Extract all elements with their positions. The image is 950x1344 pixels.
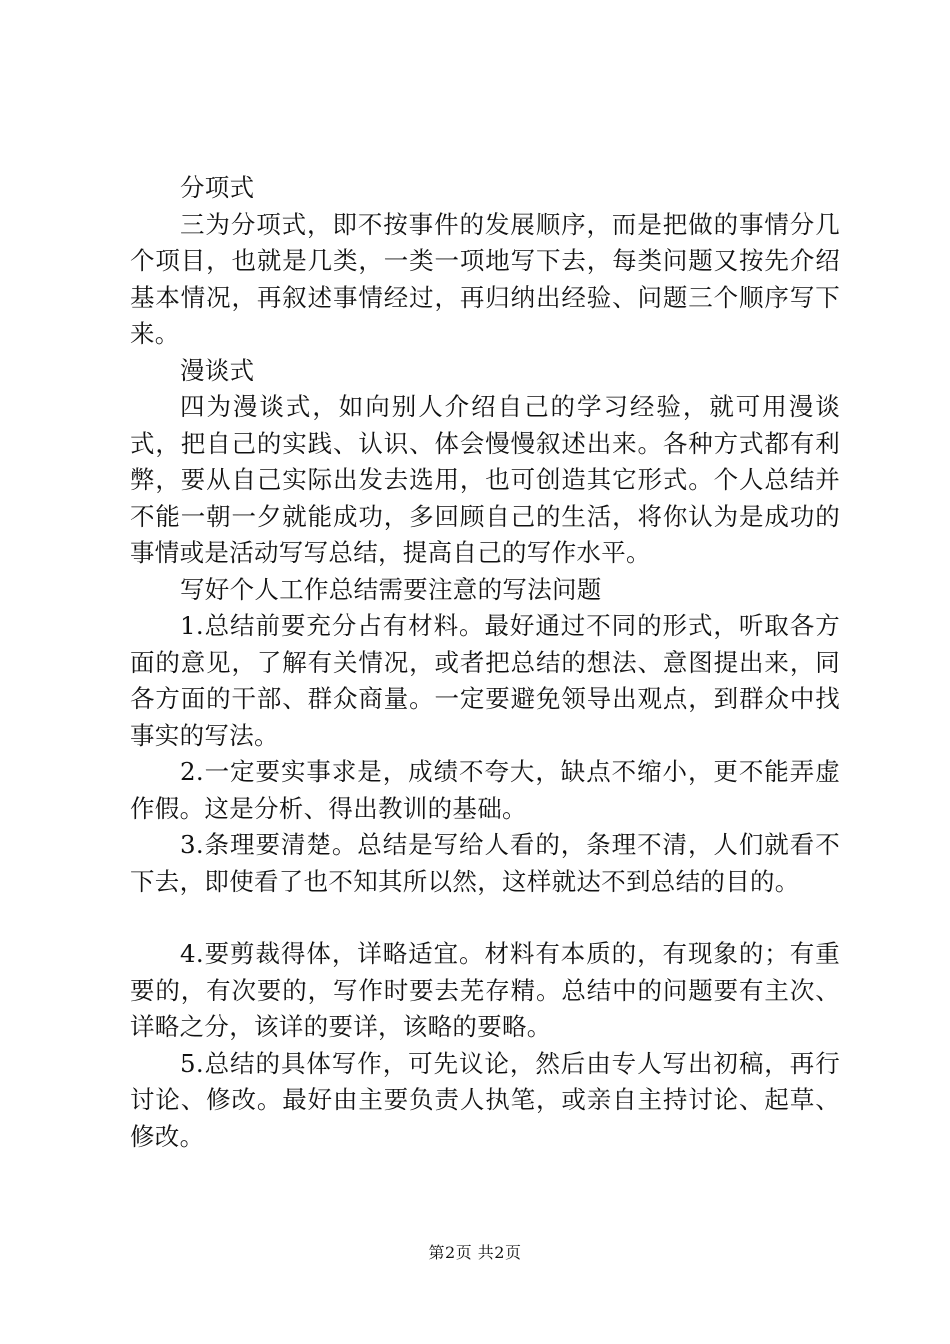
paragraph-note-2: 2.一定要实事求是，成绩不夸大，缺点不缩小，更不能弄虚作假。这是分析、得出教训的基础。 (130, 757, 840, 823)
paragraph-note-5: 5.总结的具体写作，可先议论，然后由专人写出初稿，再行讨论、修改。最好由主要负责人执笔，或亲自主持讨论、起草、修改。 (130, 1048, 840, 1151)
heading-itemized-style: 分项式 (180, 173, 255, 202)
blank-line (130, 900, 840, 936)
document-body (130, 170, 840, 1155)
paragraph-informal-style: 四为漫谈式，如向别人介绍自己的学习经验，就可用漫谈式，把自己的实践、认识、体会慢慢叙述出来。各种方式都有利弊，要从自己实际出发去选用，也可创造其它形式。个人总结并不能一朝一夕就能成功，多回顾自己的生活，将你认为是成功的事情或是活动写写总结，提高自己的写作水平。 (130, 392, 840, 567)
paragraph-note-4: 4.要剪裁得体，详略适宜。材料有本质的，有现象的；有重要的，有次要的，写作时要去芜存精。总结中的问题要有主次、详略之分，该详的要详，该略的要略。 (130, 939, 840, 1041)
paragraph-itemized-style: 三为分项式，即不按事件的发展顺序，而是把做的事情分几个项目，也就是几类，一类一项地写下去，每类问题又按先介绍基本情况，再叙述事情经过，再归纳出经验、问题三个顺序写下来。 (130, 209, 840, 348)
heading-writing-notes: 写好个人工作总结需要注意的写法问题 (180, 574, 602, 604)
paragraph-note-1: 1.总结前要充分占有材料。最好通过不同的形式，听取各方面的意见，了解有关情况，或者把总结的想法、意图提出来，同各方面的干部、群众商量。一定要避免领导出观点，到群众中找事实的写法。 (130, 611, 840, 750)
page-footer: 第2页 共2页 (428, 1243, 522, 1262)
paragraph-note-3: 3.条理要清楚。总结是写给人看的，条理不清，人们就看不下去，即使看了也不知其所以然，这样就达不到总结的目的。 (130, 830, 840, 896)
heading-informal-style: 漫谈式 (180, 355, 255, 385)
